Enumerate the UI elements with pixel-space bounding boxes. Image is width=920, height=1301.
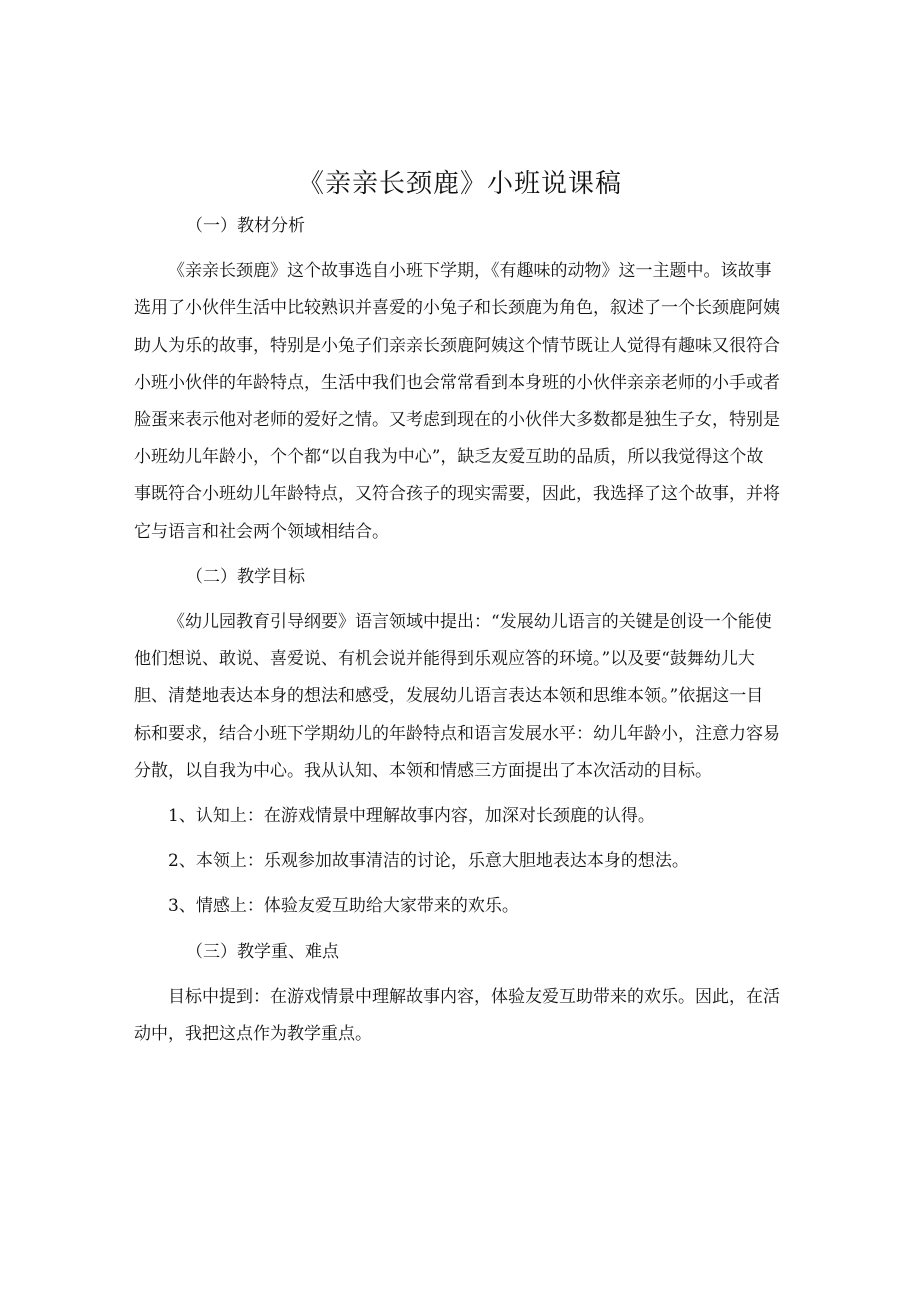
paragraph-line: 分散，以自我为中心。我从认知、本领和情感三方面提出了本次活动的目标。 bbox=[134, 760, 712, 781]
document-title: 《亲亲长颈鹿》小班说课稿 bbox=[297, 169, 622, 199]
section-heading-3: （三）教学重、难点 bbox=[186, 941, 339, 962]
paragraph-teaching-material bbox=[134, 253, 786, 551]
paragraph-line: 选用了小伙伴生活中比较熟识并喜爱的小兔子和长颈鹿为角色，叙述了一个长颈鹿阿姨 bbox=[134, 298, 780, 319]
paragraph-line: 小班幼儿年龄小，个个都“以自我为中心”，缺乏友爱互助的品质，所以我觉得这个故 bbox=[134, 447, 764, 468]
paragraph-line: 小班小伙伴的年龄特点，生活中我们也会常常看到本身班的小伙伴亲亲老师的小手或者 bbox=[134, 372, 780, 393]
goal-item-3: 3、情感上：体验友爱互助给大家带来的欢乐。 bbox=[168, 896, 519, 917]
goal-item-2: 2、本领上：乐观参加故事清洁的讨论，乐意大胆地表达本身的想法。 bbox=[168, 851, 689, 872]
paragraph-line: 动中，我把这点作为教学重点。 bbox=[134, 1024, 372, 1045]
document-body bbox=[134, 208, 786, 1053]
paragraph-line: 标和要求，结合小班下学期幼儿的年龄特点和语言发展水平：幼儿年龄小，注意力容易 bbox=[134, 723, 780, 744]
paragraph-key-points bbox=[134, 979, 786, 1053]
paragraph-line: 《亲亲长颈鹿》这个故事选自小班下学期，《有趣味的动物》这一主题中。该故事 bbox=[168, 261, 772, 282]
paragraph-line: 助人为乐的故事，特别是小兔子们亲亲长颈鹿阿姨这个情节既让人觉得有趣味又很符合 bbox=[134, 335, 780, 356]
paragraph-line: 脸蛋来表示他对老师的爱好之情。又考虑到现在的小伙伴大多数都是独生子女，特别是 bbox=[134, 410, 780, 431]
paragraph-line: 胆、清楚地表达本身的想法和感受，发展幼儿语言表达本领和思维本领。”依据这一目 bbox=[134, 686, 764, 707]
paragraph-line: 事既符合小班幼儿年龄特点，又符合孩子的现实需要，因此，我选择了这个故事，并将 bbox=[134, 484, 780, 505]
paragraph-line: 目标中提到：在游戏情景中理解故事内容，体验友爱互助带来的欢乐。因此，在活 bbox=[168, 986, 780, 1007]
paragraph-line: 它与语言和社会两个领域相结合。 bbox=[134, 521, 389, 542]
paragraph-line: 他们想说、敢说、喜爱说、有机会说并能得到乐观应答的环境。”以及要“鼓舞幼儿大 bbox=[134, 649, 755, 670]
goal-item-1: 1、认知上：在游戏情景中理解故事内容，加深对长颈鹿的认得。 bbox=[168, 806, 655, 827]
section-heading-1: （一）教材分析 bbox=[186, 216, 305, 236]
paragraph-line: 《幼儿园教育引导纲要》语言领域中提出：“发展幼儿语言的关键是创设一个能使 bbox=[168, 612, 772, 633]
section-heading-2: （二）教学目标 bbox=[186, 566, 305, 587]
paragraph-teaching-goals bbox=[134, 604, 786, 790]
